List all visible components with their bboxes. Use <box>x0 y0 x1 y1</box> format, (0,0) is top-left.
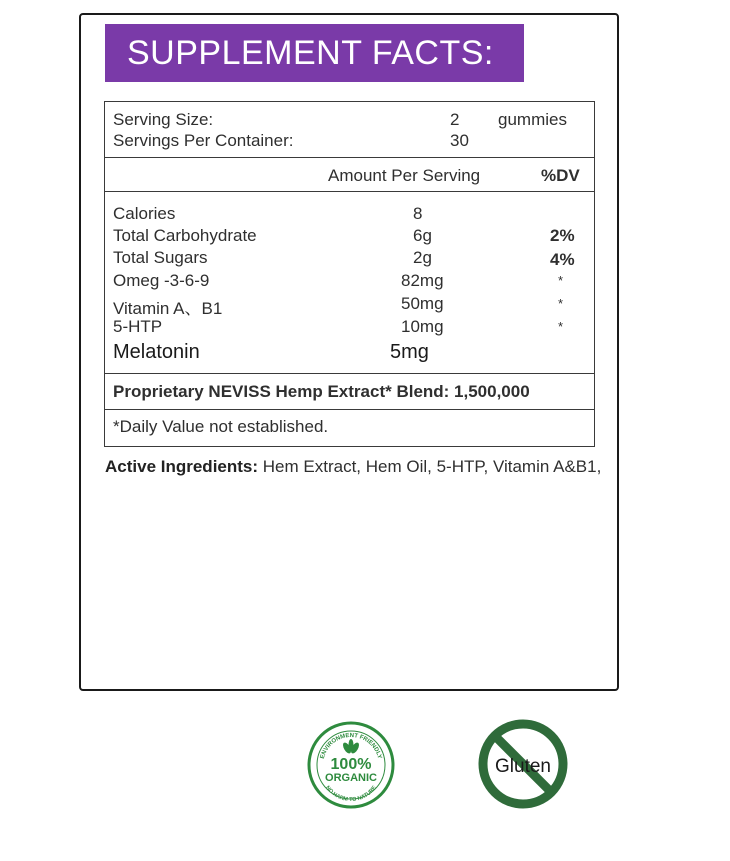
gluten-free-badge <box>477 718 569 810</box>
page-title: SUPPLEMENT FACTS: <box>105 24 524 82</box>
badge-percent: 100% <box>330 756 372 773</box>
nutrient-name: Calories <box>113 204 176 223</box>
ingredients-text: Hem Extract, Hem Oil, 5-HTP, Vitamin A&B1, <box>258 457 602 476</box>
divider <box>105 373 594 374</box>
ingredients-label: Active Ingredients: <box>105 457 259 476</box>
nutrient-dv: * <box>558 273 564 288</box>
servings-per-container-value: 30 <box>450 131 469 150</box>
nutrient-name: 5-HTP <box>113 317 163 336</box>
nutrient-amount: 82mg <box>401 271 444 290</box>
badge-bottom-text: NO HARM TO NATURE <box>324 785 378 804</box>
nutrient-amount: 6g <box>413 226 432 245</box>
gluten-text: Gluten <box>495 756 551 777</box>
nutrient-dv: 2% <box>550 226 575 245</box>
melatonin-name: Melatonin <box>113 341 200 363</box>
footnote: *Daily Value not established. <box>113 417 329 436</box>
serving-size-label: Serving Size: <box>113 110 214 129</box>
servings-per-container-label: Servings Per Container: <box>113 131 294 150</box>
divider <box>105 409 594 410</box>
nutrient-amount: 8 <box>413 204 423 223</box>
melatonin-amount: 5mg <box>390 341 429 363</box>
nutrient-dv: * <box>558 296 564 311</box>
nutrient-dv: 4% <box>550 250 575 269</box>
active-ingredients <box>105 455 605 479</box>
badge-top-text: ENVIRONMENT FRIENDLY <box>319 732 383 760</box>
blend-line: Proprietary NEVISS Hemp Extract* Blend: 1,500,000 <box>113 382 530 401</box>
organic-badge <box>307 721 395 809</box>
nutrient-amount: 10mg <box>401 317 444 336</box>
serving-size-unit: gummies <box>498 110 567 129</box>
dv-header: %DV <box>541 166 580 185</box>
badge-organic-text: ORGANIC <box>325 772 377 784</box>
facts-table <box>104 101 595 447</box>
divider <box>105 157 594 158</box>
nutrient-name: Total Carbohydrate <box>113 226 257 245</box>
nutrient-name: Vitamin A、B1 <box>113 299 223 318</box>
amount-header: Amount Per Serving <box>328 166 481 185</box>
nutrient-amount: 2g <box>413 248 432 267</box>
nutrient-dv: * <box>558 319 564 334</box>
divider <box>105 191 594 192</box>
nutrient-name: Omeg -3-6-9 <box>113 271 210 290</box>
nutrient-amount: 50mg <box>401 294 444 313</box>
nutrient-name: Total Sugars <box>113 248 208 267</box>
serving-size-value: 2 <box>450 110 460 129</box>
